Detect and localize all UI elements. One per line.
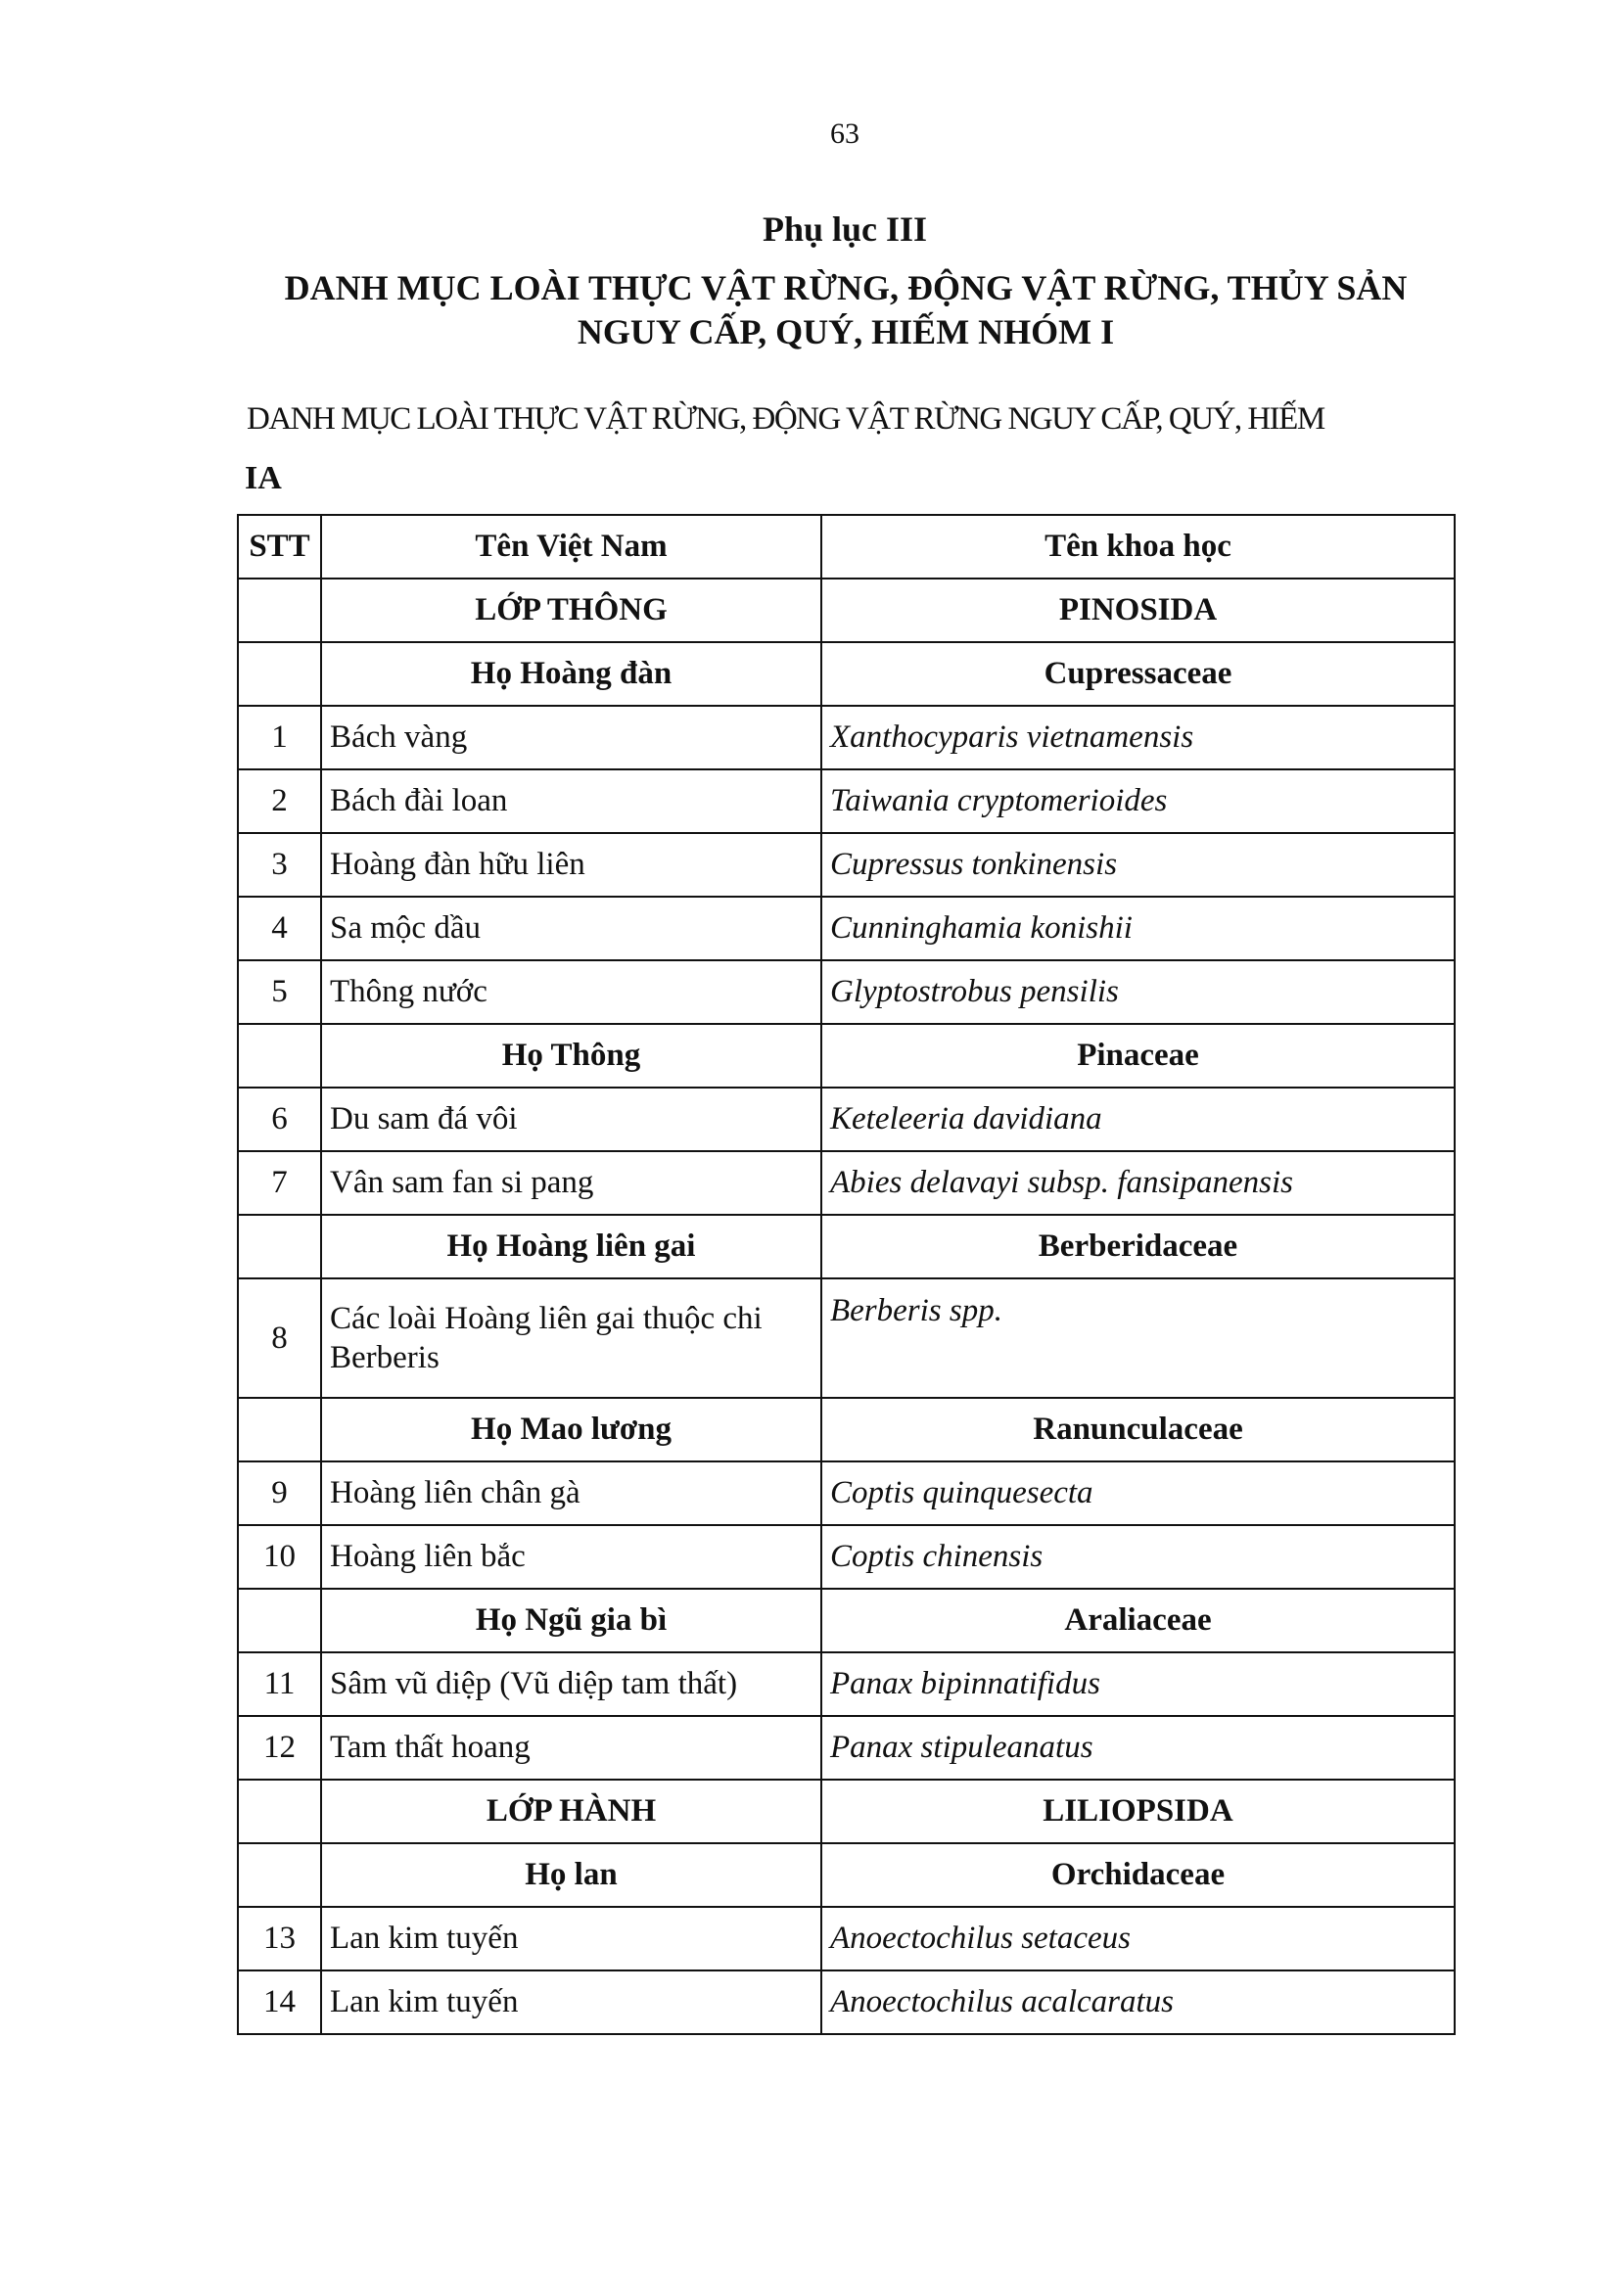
scientific-name: Glyptostrobus pensilis bbox=[821, 960, 1455, 1024]
group-vietnamese-name: Họ Ngũ gia bì bbox=[321, 1589, 821, 1652]
header-stt: STT bbox=[238, 515, 321, 579]
vietnamese-name: Hoàng liên chân gà bbox=[321, 1461, 821, 1525]
group-vietnamese-name: Họ Hoàng liên gai bbox=[321, 1215, 821, 1278]
row-stt: 6 bbox=[238, 1088, 321, 1151]
row-stt: 11 bbox=[238, 1652, 321, 1716]
header-scientific-name: Tên khoa học bbox=[821, 515, 1455, 579]
section-label: IA bbox=[245, 460, 282, 496]
row-stt: 4 bbox=[238, 897, 321, 960]
row-stt: 1 bbox=[238, 706, 321, 769]
scientific-name: Anoectochilus acalcaratus bbox=[821, 1970, 1455, 2034]
row-stt bbox=[238, 1843, 321, 1907]
row-stt: 8 bbox=[238, 1278, 321, 1398]
group-vietnamese-name: Họ Hoàng đàn bbox=[321, 642, 821, 706]
table-group-row bbox=[238, 579, 1455, 642]
page-number: 63 bbox=[830, 117, 859, 150]
table-row bbox=[238, 897, 1455, 960]
scientific-name: Coptis quinquesecta bbox=[821, 1461, 1455, 1525]
row-stt: 12 bbox=[238, 1716, 321, 1780]
row-stt bbox=[238, 1398, 321, 1461]
row-stt: 5 bbox=[238, 960, 321, 1024]
group-scientific-name: LILIOPSIDA bbox=[821, 1780, 1455, 1843]
table-row bbox=[238, 1907, 1455, 1970]
subtitle: DANH MỤC LOÀI THỰC VẬT RỪNG, ĐỘNG VẬT RỪNG NGUY CẤP, QUÝ, HIẾM bbox=[247, 401, 1324, 437]
vietnamese-name: Hoàng liên bắc bbox=[321, 1525, 821, 1589]
table-group-row bbox=[238, 1843, 1455, 1907]
row-stt: 9 bbox=[238, 1461, 321, 1525]
row-stt bbox=[238, 642, 321, 706]
table-header-row bbox=[238, 515, 1455, 579]
row-stt: 3 bbox=[238, 833, 321, 897]
table-row bbox=[238, 960, 1455, 1024]
main-title-line-2: NGUY CẤP, QUÝ, HIẾM NHÓM I bbox=[577, 312, 1115, 351]
scientific-name: Abies delavayi subsp. fansipanensis bbox=[821, 1151, 1455, 1215]
group-vietnamese-name: LỚP THÔNG bbox=[321, 579, 821, 642]
table-group-row bbox=[238, 1398, 1455, 1461]
group-scientific-name: PINOSIDA bbox=[821, 579, 1455, 642]
group-vietnamese-name: Họ lan bbox=[321, 1843, 821, 1907]
group-scientific-name: Ranunculaceae bbox=[821, 1398, 1455, 1461]
table-group-row bbox=[238, 1024, 1455, 1088]
table-group-row bbox=[238, 1215, 1455, 1278]
vietnamese-name: Tam thất hoang bbox=[321, 1716, 821, 1780]
group-scientific-name: Pinaceae bbox=[821, 1024, 1455, 1088]
table-row bbox=[238, 1461, 1455, 1525]
scientific-name: Berberis spp. bbox=[821, 1278, 1455, 1398]
scientific-name: Cupressus tonkinensis bbox=[821, 833, 1455, 897]
row-stt: 10 bbox=[238, 1525, 321, 1589]
group-scientific-name: Berberidaceae bbox=[821, 1215, 1455, 1278]
row-stt: 14 bbox=[238, 1970, 321, 2034]
table-row bbox=[238, 833, 1455, 897]
vietnamese-name: Các loài Hoàng liên gai thuộc chi Berberis bbox=[321, 1278, 821, 1398]
group-scientific-name: Cupressaceae bbox=[821, 642, 1455, 706]
table-group-row bbox=[238, 1780, 1455, 1843]
table-row bbox=[238, 1088, 1455, 1151]
row-stt: 13 bbox=[238, 1907, 321, 1970]
table-row bbox=[238, 1716, 1455, 1780]
group-scientific-name: Araliaceae bbox=[821, 1589, 1455, 1652]
vietnamese-name: Hoàng đàn hữu liên bbox=[321, 833, 821, 897]
scientific-name: Xanthocyparis vietnamensis bbox=[821, 706, 1455, 769]
scientific-name: Coptis chinensis bbox=[821, 1525, 1455, 1589]
row-stt bbox=[238, 1589, 321, 1652]
table-row bbox=[238, 1525, 1455, 1589]
table-row bbox=[238, 769, 1455, 833]
row-stt: 2 bbox=[238, 769, 321, 833]
table-row bbox=[238, 706, 1455, 769]
vietnamese-name: Du sam đá vôi bbox=[321, 1088, 821, 1151]
main-title bbox=[235, 266, 1457, 354]
scientific-name: Panax stipuleanatus bbox=[821, 1716, 1455, 1780]
main-title-line-1: DANH MỤC LOÀI THỰC VẬT RỪNG, ĐỘNG VẬT RỪNG, THỦY SẢN bbox=[284, 268, 1408, 307]
appendix-title: Phụ lục III bbox=[762, 209, 928, 249]
scientific-name: Cunninghamia konishii bbox=[821, 897, 1455, 960]
scientific-name: Anoectochilus setaceus bbox=[821, 1907, 1455, 1970]
row-stt bbox=[238, 1024, 321, 1088]
header-vietnamese-name: Tên Việt Nam bbox=[321, 515, 821, 579]
vietnamese-name: Bách vàng bbox=[321, 706, 821, 769]
species-table bbox=[237, 514, 1456, 2035]
table-row bbox=[238, 1278, 1455, 1398]
scientific-name: Panax bipinnatifidus bbox=[821, 1652, 1455, 1716]
vietnamese-name: Sa mộc dầu bbox=[321, 897, 821, 960]
row-stt bbox=[238, 579, 321, 642]
group-scientific-name: Orchidaceae bbox=[821, 1843, 1455, 1907]
vietnamese-name: Lan kim tuyến bbox=[321, 1970, 821, 2034]
group-vietnamese-name: Họ Mao lương bbox=[321, 1398, 821, 1461]
vietnamese-name: Lan kim tuyến bbox=[321, 1907, 821, 1970]
scientific-name: Keteleeria davidiana bbox=[821, 1088, 1455, 1151]
table-group-row bbox=[238, 1589, 1455, 1652]
vietnamese-name: Thông nước bbox=[321, 960, 821, 1024]
row-stt bbox=[238, 1780, 321, 1843]
vietnamese-name: Bách đài loan bbox=[321, 769, 821, 833]
group-vietnamese-name: LỚP HÀNH bbox=[321, 1780, 821, 1843]
table-row bbox=[238, 1151, 1455, 1215]
table-row bbox=[238, 1652, 1455, 1716]
table-row bbox=[238, 1970, 1455, 2034]
row-stt bbox=[238, 1215, 321, 1278]
vietnamese-name: Vân sam fan si pang bbox=[321, 1151, 821, 1215]
table-group-row bbox=[238, 642, 1455, 706]
row-stt: 7 bbox=[238, 1151, 321, 1215]
scientific-name: Taiwania cryptomerioides bbox=[821, 769, 1455, 833]
group-vietnamese-name: Họ Thông bbox=[321, 1024, 821, 1088]
vietnamese-name: Sâm vũ diệp (Vũ diệp tam thất) bbox=[321, 1652, 821, 1716]
